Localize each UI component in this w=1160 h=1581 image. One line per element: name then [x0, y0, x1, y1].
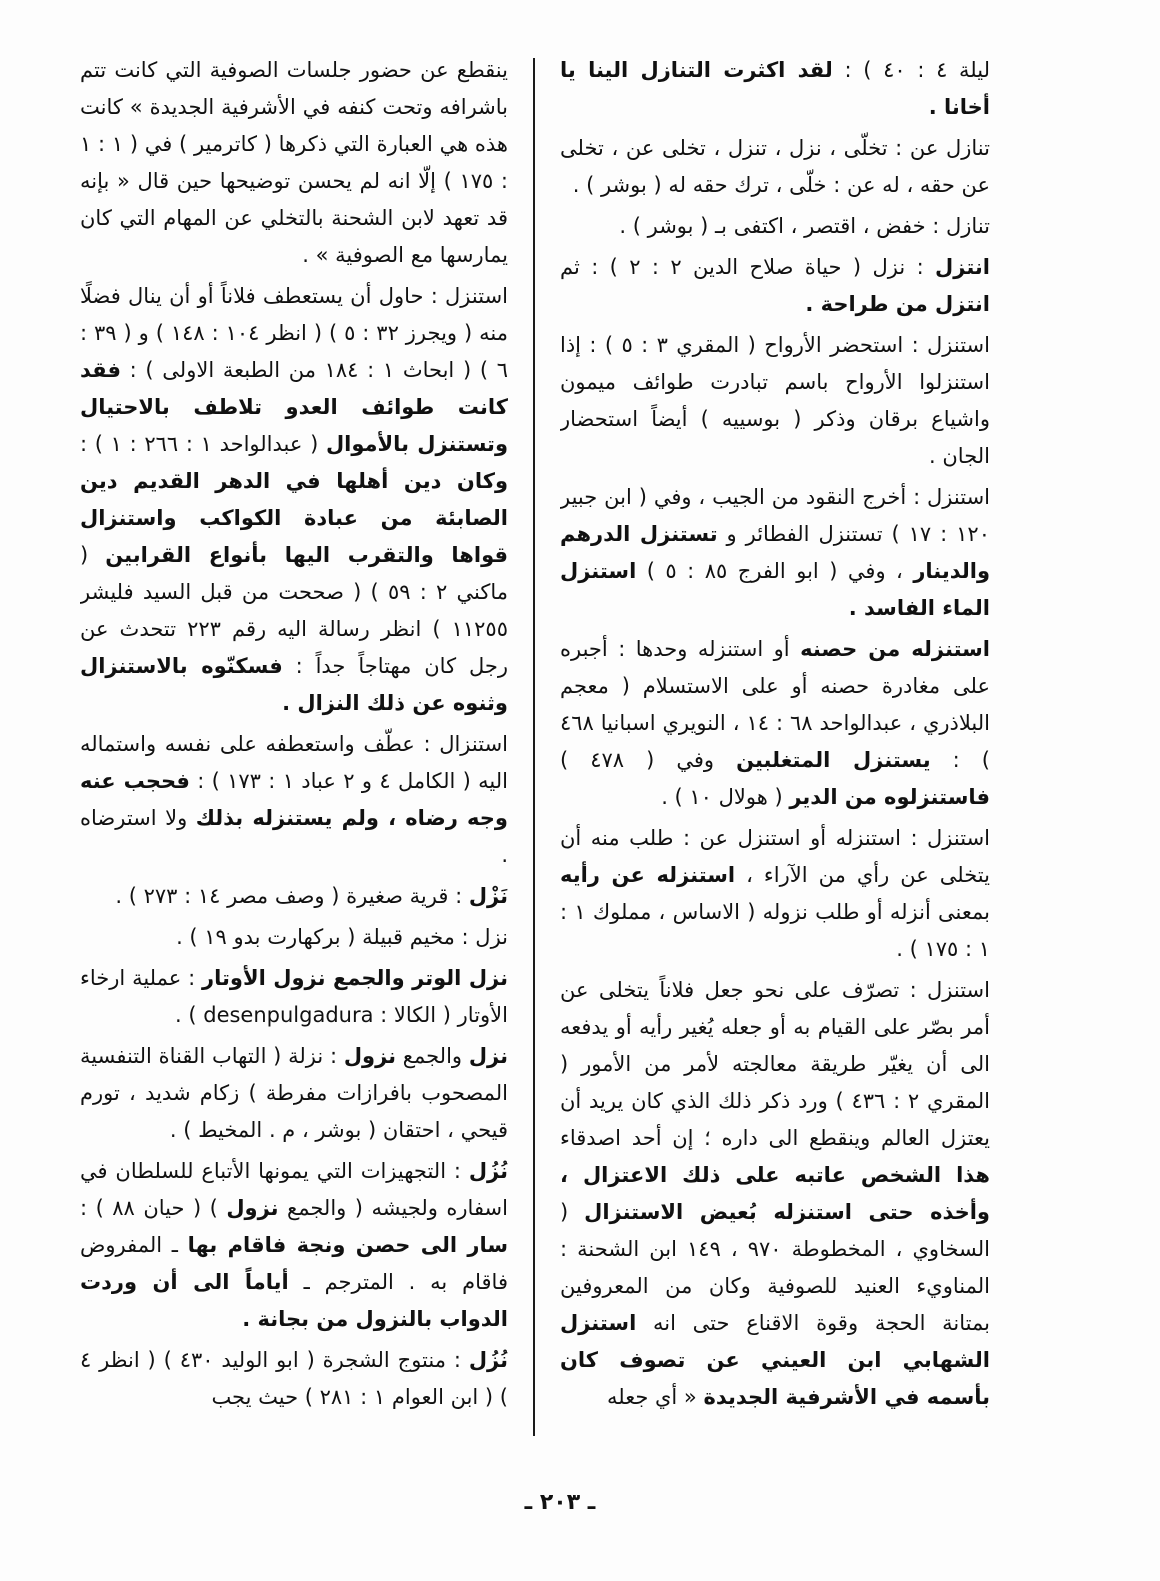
text-segment: : منتوج الشجرة ( ابو الوليد ٤٣٠ ) ( انظر ٤ ) ( ابن العوام ١ : ٢٨١ ) حيث يجب: [80, 1348, 508, 1409]
paragraph: [80, 1038, 508, 1149]
text-segment: ) ( حيان ٨٨ ) :: [80, 1196, 227, 1220]
bold-text-segment: نُزُل: [468, 1159, 508, 1183]
text-segment: استنزال : عطّف واستعطفه على نفسه واستماله اليه ( الكامل ٤ و ٢ عباد ١ : ١٧٣ ) :: [80, 732, 508, 793]
text-segment: وفي ( ٤٧٨ ): [560, 748, 737, 772]
text-segment: استنزل : تصرّف على نحو جعل فلاناً يتخلى عن أمر بصّر على القيام به أو جعله يُغير رأيه أو يدفعه الى أن يغيّر طريقة معالجته لأمر من الأمور ( المقري ٢ : ٤٣٦ ) ورد ذكر ذلك الذي كان يريد أن يعتزل العالم وينقطع الى داره ؛ إن أحد اصدقاء: [560, 978, 990, 1150]
bold-text-segment: تستنزل الدرهم والدينار: [560, 522, 990, 583]
paragraph: [560, 972, 990, 1416]
text-segment: أو استنزله وحدها : أجبره على مغادرة حصنه أو على الاستسلام ( معجم البلاذري ، عبدالواحد ٦٨ : ١٤ ، النويري اسبانيا ٤٦٨ ) :: [560, 637, 990, 772]
text-segment: ( ماكني ٢ : ٥٩ ) ( صححت من قبل السيد فليشر ١١٢٥٥ ) انظر رسالة اليه رقم ٢٢٣ تتحدث عن رجل كان مهتاجاً جداً :: [80, 543, 508, 678]
text-segment: والجمع: [396, 1044, 469, 1068]
text-segment: ، وفي ( ابو الفرج ٨٥ : ٥ ): [636, 559, 914, 583]
text-segment: ( عبدالواحد ١ : ٢٦٦ : ١ ) :: [80, 432, 326, 456]
bold-text-segment: استنزله عن رأيه: [560, 863, 736, 887]
paragraph: [560, 631, 990, 816]
paragraph: [80, 726, 508, 874]
text-segment: : نزل ( حياة صلاح الدين ٢ : ٢ ) : ثم: [560, 255, 936, 279]
text-segment: « أي جعله: [606, 1385, 704, 1409]
text-segment: ( هولال ١٠ ) .: [661, 785, 790, 809]
text-segment: ليلة ٤ : ٤٠ ) :: [832, 58, 990, 82]
bold-text-segment: فسكنّوه بالاستنزال وثنوه عن ذلك النزال .: [80, 654, 508, 715]
text-segment: : نزلة ( التهاب القناة التنفسية المصحوب بافرازات مفرطة ) زكام شديد ، تورم قيحي ، احتقان ( بوشر ، م . المخيط ) .: [80, 1044, 508, 1142]
paragraph: [80, 1342, 508, 1416]
text-segment: تنازل عن : تخلّى ، نزل ، تنزل ، تخلى عن ، تخلى عن حقه ، له عن : خلّى ، ترك حقه له ( بوشر ) .: [560, 136, 990, 197]
paragraph: [80, 878, 508, 915]
paragraph: [560, 249, 990, 323]
bold-text-segment: نزول: [226, 1196, 279, 1220]
paragraph: [560, 327, 990, 475]
bold-text-segment: انتزل من طراحة .: [805, 292, 990, 316]
text-segment: : عملية ارخاء الأوتار ( الكالا : desenpulgadura ) .: [80, 966, 508, 1027]
bold-text-segment: هذا الشخص عاتبه على ذلك الاعتزال ، وأخذه حتى استنزله بُعيض الاستنزال: [560, 1163, 990, 1224]
text-segment: استنزل : استحضر الأرواح ( المقري ٣ : ٥ ) : إذا استنزلوا الأرواح باسم تبادرت طوائف ميمون واشياع برقان وذكر ( بوسييه ) أيضاً استحضار الجان .: [560, 333, 990, 468]
bold-text-segment: استنزل الماء الفاسد .: [560, 559, 990, 620]
paragraph: [560, 208, 990, 245]
paragraph: [560, 130, 990, 204]
text-segment: ـ المفروض فاقام به . المترجم ـ: [80, 1233, 508, 1294]
bold-text-segment: انتزل: [935, 255, 990, 279]
paragraph: [560, 479, 990, 627]
text-segment: ينقطع عن حضور جلسات الصوفية التي كانت تتم باشرافه وتحت كنفه في الأشرفية الجديدة » كانت هذه هي العبارة التي ذكرها ( كاترمير ) في ( ١ : ١ : ١٧٥ ) إلّا انه لم يحسن توضيحها حين قال « بإنه قد تعهد لابن الشحنة بالتخلي عن المهام التي كان يمارسها مع الصوفية » .: [80, 58, 508, 267]
page-number: ـ ٢٠٣ ـ: [524, 1490, 596, 1515]
paragraph: [80, 919, 508, 956]
bold-text-segment: نُزُل: [468, 1348, 508, 1372]
bold-text-segment: وكان دين أهلها في الدهر القديم دين الصابئة من عبادة الكواكب واستنزال قواها والتقرب اليها بأنواع القرابين: [80, 469, 508, 567]
paragraph: [80, 960, 508, 1034]
text-segment: استنزل : استنزله أو استنزل عن : طلب منه أن يتخلى عن رأي من الآراء ،: [560, 826, 990, 887]
bold-text-segment: نزل الوتر والجمع نزول الأوتار: [202, 966, 508, 990]
column-divider: [533, 58, 535, 1436]
text-segment: استنزل : أخرج النقود من الجيب ، وفي ( ابن جبير ١٢٠ : ١٧ ) تستنزل الفطائر و: [560, 485, 990, 546]
text-segment: : قرية صغيرة ( وصف مصر ١٤ : ٢٧٣ ) .: [115, 884, 469, 908]
bold-text-segment: فحجب عنه وجه رضاه ، ولم يستنزله بذلك: [80, 769, 508, 830]
paragraph: [80, 278, 508, 722]
bold-text-segment: استنزله من حصنه: [800, 637, 990, 661]
bold-text-segment: فقد كانت طوائف العدو تلاطف بالاحتيال وتستنزل بالأموال: [80, 358, 508, 456]
paragraph: [560, 820, 990, 968]
left-text-column: [80, 52, 508, 1452]
paragraph: [80, 52, 508, 274]
bold-text-segment: فاستنزلوه من الدير: [789, 785, 990, 809]
text-segment: : التجهيزات التي يمونها الأتباع للسلطان في اسفاره ولجيشه ( والجمع: [80, 1159, 508, 1220]
text-segment: استنزل : حاول أن يستعطف فلاناً أو أن ينال فضلًا منه ( ويجرز ٣٢ : ٥ ) ( انظر ١٠٤ : ١٤٨ ) و ( ٣٩ : ٦ ) ( ابحاث ١ : ١٨٤ من الطبعة الاولى ) :: [80, 284, 508, 382]
bold-text-segment: سار الى حصن ونجة فاقام بها: [187, 1233, 508, 1257]
right-text-column: [560, 52, 990, 1452]
text-segment: نزل : مخيم قبيلة ( بركهارت بدو ١٩ ) .: [176, 925, 508, 949]
text-segment: بمعنى أنزله أو طلب نزوله ( الاساس ، مملوك ١ : ١ : ١٧٥ ) .: [560, 900, 990, 961]
text-segment: ولا استرضاه .: [80, 806, 508, 867]
paragraph: [560, 52, 990, 126]
paragraph: [80, 1153, 508, 1338]
bold-text-segment: لقد اكثرت التنازل الينا يا أخانا .: [560, 58, 990, 119]
bold-text-segment: أياماً الى أن وردت الدواب بالنزول من بجانة .: [80, 1270, 508, 1331]
bold-text-segment: نزول: [343, 1044, 397, 1068]
bold-text-segment: يستنزل المتغلبين: [736, 748, 931, 772]
text-segment: تنازل : خفض ، اقتصر ، اكتفى بـ ( بوشر ) .: [619, 214, 990, 238]
bold-text-segment: نزل: [468, 1044, 508, 1068]
bold-text-segment: استنزل الشهابي ابن العيني عن تصوف كان بأسمه في الأشرفية الجديدة: [560, 1311, 990, 1409]
text-segment: ( السخاوي ، المخطوطة ٩٧٠ ، ١٤٩ ابن الشحنة : المناويء العنيد للصوفية وكان من المعروفين بمتانة الحجة وقوة الاقناع حتى انه: [560, 1200, 990, 1335]
bold-text-segment: نَزْل: [468, 884, 508, 908]
